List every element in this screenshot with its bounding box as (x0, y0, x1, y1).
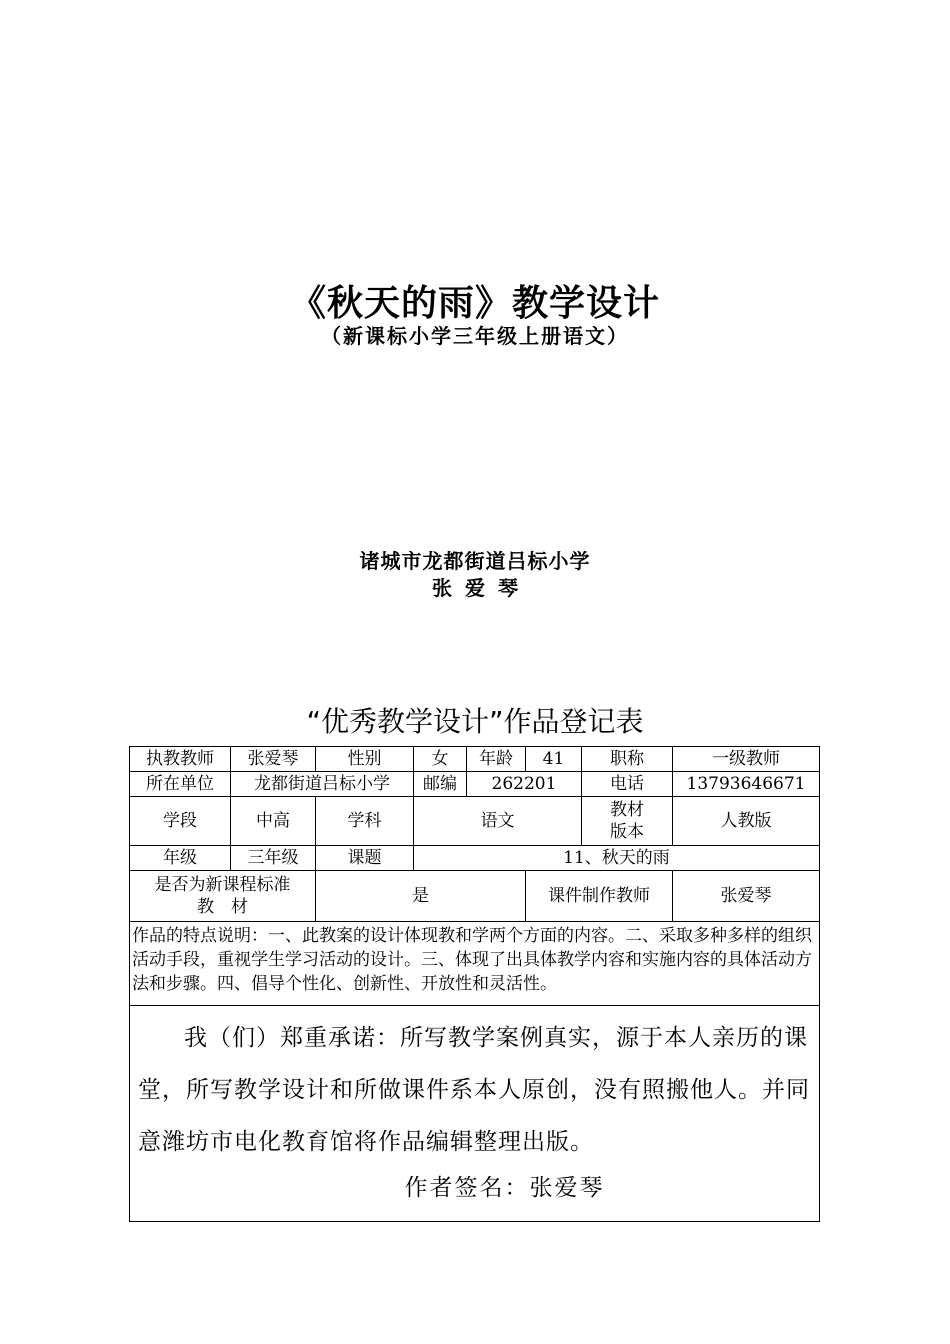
subject-label: 学科 (316, 797, 414, 846)
age-value: 41 (526, 747, 582, 772)
grade-value: 三年级 (231, 846, 316, 871)
feature-description: 作品的特点说明：一、此教案的设计体现教和学两个方面的内容。二、采取多种多样的组织活动手段，重视学生学习活动的设计。三、体现了出具体教学内容和实施内容的具体活动方法和步骤。四、倡导个性化、创新性、开放性和灵活性。 (130, 922, 820, 1006)
age-label: 年龄 (467, 747, 526, 772)
stage-label: 学段 (130, 797, 231, 846)
phone-label: 电话 (582, 772, 673, 797)
teacher-label: 执教教师 (130, 747, 231, 772)
pledge-cell (130, 1006, 820, 1222)
table-row (130, 797, 820, 846)
school-name: 诸城市龙都街道吕标小学 (359, 549, 591, 573)
gender-value: 女 (414, 747, 467, 772)
edition-label (582, 797, 673, 846)
rank-value: 一级教师 (673, 747, 820, 772)
courseware-label: 课件制作教师 (526, 871, 673, 922)
unit-value: 龙都街道吕标小学 (231, 772, 414, 797)
phone-value: 13793646671 (673, 772, 820, 797)
new-standard-label-line1: 是否为新课程标准 (154, 875, 291, 895)
topic-value: 11、秋天的雨 (414, 846, 820, 871)
document-subtitle: （新课标小学三年级上册语文） (321, 324, 629, 348)
gender-label: 性别 (316, 747, 414, 772)
pledge-text: 我（们）郑重承诺：所写教学案例真实，源于本人亲历的课堂，所写教学设计和所做课件系本人原创，没有照搬他人。并同意潍坊市电化教育馆将作品编辑整理出版。 (138, 1025, 810, 1155)
new-standard-label-line2: 教 材 (197, 897, 248, 917)
table-row (130, 747, 820, 772)
registration-table (129, 746, 820, 1222)
edition-label-line2: 版本 (610, 822, 644, 842)
form-title: “优秀教学设计”作品登记表 (306, 705, 644, 738)
table-row (130, 846, 820, 871)
edition-label-line1: 教材 (610, 800, 644, 820)
table-row (130, 772, 820, 797)
subject-value: 语文 (414, 797, 582, 846)
table-row (130, 1006, 820, 1222)
zip-value: 262201 (467, 772, 582, 797)
document-title: 《秋天的雨》教学设计 (289, 282, 660, 324)
rank-label: 职称 (582, 747, 673, 772)
zip-label: 邮编 (414, 772, 467, 797)
author-name: 张 爱 琴 (432, 576, 518, 600)
author-signature: 作者签名：张爱琴 (404, 1175, 605, 1201)
teacher-value: 张爱琴 (231, 747, 316, 772)
stage-value: 中高 (231, 797, 316, 846)
edition-value: 人教版 (673, 797, 820, 846)
new-standard-label (130, 871, 316, 922)
table-row (130, 871, 820, 922)
unit-label: 所在单位 (130, 772, 231, 797)
new-standard-value: 是 (316, 871, 526, 922)
courseware-value: 张爱琴 (673, 871, 820, 922)
topic-label: 课题 (316, 846, 414, 871)
grade-label: 年级 (130, 846, 231, 871)
table-row (130, 922, 820, 1006)
